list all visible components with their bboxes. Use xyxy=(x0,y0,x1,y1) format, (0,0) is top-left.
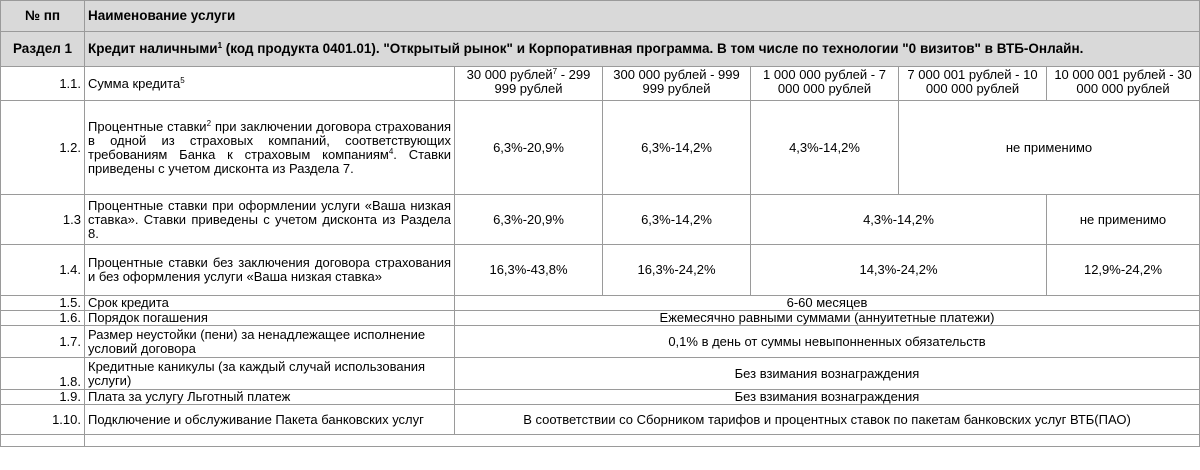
rate-value: 4,3%-14,2% xyxy=(751,195,1047,245)
row-num: 1.8. xyxy=(1,358,85,390)
header-num: № пп xyxy=(1,1,85,32)
amount-range-3: 1 000 000 рублей - 7 000 000 рублей xyxy=(751,67,899,101)
row-num: 1.5. xyxy=(1,296,85,311)
section-row xyxy=(1,32,1200,67)
header-name: Наименование услуги xyxy=(85,1,1200,32)
row-label: Срок кредита xyxy=(85,296,455,311)
row-label: Процентные ставки при оформлении услуги «Ваша низкая ставка». Ставки приведены с учетом дисконта из Раздела 8. xyxy=(85,195,455,245)
row-1-5 xyxy=(1,296,1200,311)
amount-range-4: 7 000 001 рублей - 10 000 000 рублей xyxy=(899,67,1047,101)
row-1-6 xyxy=(1,311,1200,326)
row-label: Размер неустойки (пени) за ненадлежащее исполнение условий договора xyxy=(85,326,455,358)
rate-value: 14,3%-24,2% xyxy=(751,245,1047,296)
amount-range-1: 30 000 рублей$^7$ - 299 999 рублей xyxy=(455,67,603,101)
row-empty xyxy=(1,435,1200,447)
row-1-9 xyxy=(1,390,1200,405)
amount-range-2: 300 000 рублей - 999 999 рублей xyxy=(603,67,751,101)
row-num: 1.1. xyxy=(1,67,85,101)
rate-value: не применимо xyxy=(899,101,1200,195)
row-label: Кредитные каникулы (за каждый случай использования услуги) xyxy=(85,358,455,390)
row-1-8 xyxy=(1,358,1200,390)
row-num: 1.9. xyxy=(1,390,85,405)
row-1-3 xyxy=(1,195,1200,245)
row-value: 0,1% в день от суммы невыпонненных обязательств xyxy=(455,326,1200,358)
row-label: Подключение и обслуживание Пакета банковских услуг xyxy=(85,405,455,435)
row-label: Порядок погашения xyxy=(85,311,455,326)
rate-value: 4,3%-14,2% xyxy=(751,101,899,195)
row-num: 1.3 xyxy=(1,195,85,245)
row-1-10 xyxy=(1,405,1200,435)
row-value: Без взимания вознаграждения xyxy=(455,390,1200,405)
row-value: В соответствии со Сборником тарифов и процентных ставок по пакетам банковских услуг ВТБ(ПАО) xyxy=(455,405,1200,435)
row-1-2 xyxy=(1,101,1200,195)
row-1-1 xyxy=(1,67,1200,101)
rate-value: 12,9%-24,2% xyxy=(1047,245,1200,296)
rate-value: 16,3%-24,2% xyxy=(603,245,751,296)
row-1-4 xyxy=(1,245,1200,296)
amount-range-5: 10 000 001 рублей - 30 000 000 рублей xyxy=(1047,67,1200,101)
row-label: Процентные ставки$^2$ при заключении договора страхования в одной из страховых компаний, соответствующих требованиям Банка к страховым компаниям$^4$. Ставки приведены с учетом дисконта из Раздела 7. xyxy=(85,101,455,195)
rate-value: 6,3%-20,9% xyxy=(455,195,603,245)
row-num: 1.4. xyxy=(1,245,85,296)
section-title: Кредит наличными$^1$ (код продукта 0401.01). "Открытый рынок" и Корпоративная программа. В том числе по технологии "0 визитов" в ВТБ-Онлайн. xyxy=(85,32,1200,67)
row-num: 1.10. xyxy=(1,405,85,435)
section-num: Раздел 1 xyxy=(1,32,85,67)
row-value: Ежемесячно равными суммами (аннуитетные платежи) xyxy=(455,311,1200,326)
row-num: 1.2. xyxy=(1,101,85,195)
row-value: Без взимания вознаграждения xyxy=(455,358,1200,390)
row-1-7 xyxy=(1,326,1200,358)
row-label: Процентные ставки без заключения договора страхования и без оформления услуги «Ваша низкая ставка» xyxy=(85,245,455,296)
row-label: Сумма кредита$^5$ xyxy=(85,67,455,101)
rate-value: 6,3%-14,2% xyxy=(603,195,751,245)
rate-value: 6,3%-14,2% xyxy=(603,101,751,195)
row-label: Плата за услугу Льготный платеж xyxy=(85,390,455,405)
rate-value: 16,3%-43,8% xyxy=(455,245,603,296)
row-num: 1.7. xyxy=(1,326,85,358)
header-row xyxy=(1,1,1200,32)
row-value: 6-60 месяцев xyxy=(455,296,1200,311)
rate-value: 6,3%-20,9% xyxy=(455,101,603,195)
row-num: 1.6. xyxy=(1,311,85,326)
rate-value: не применимо xyxy=(1047,195,1200,245)
